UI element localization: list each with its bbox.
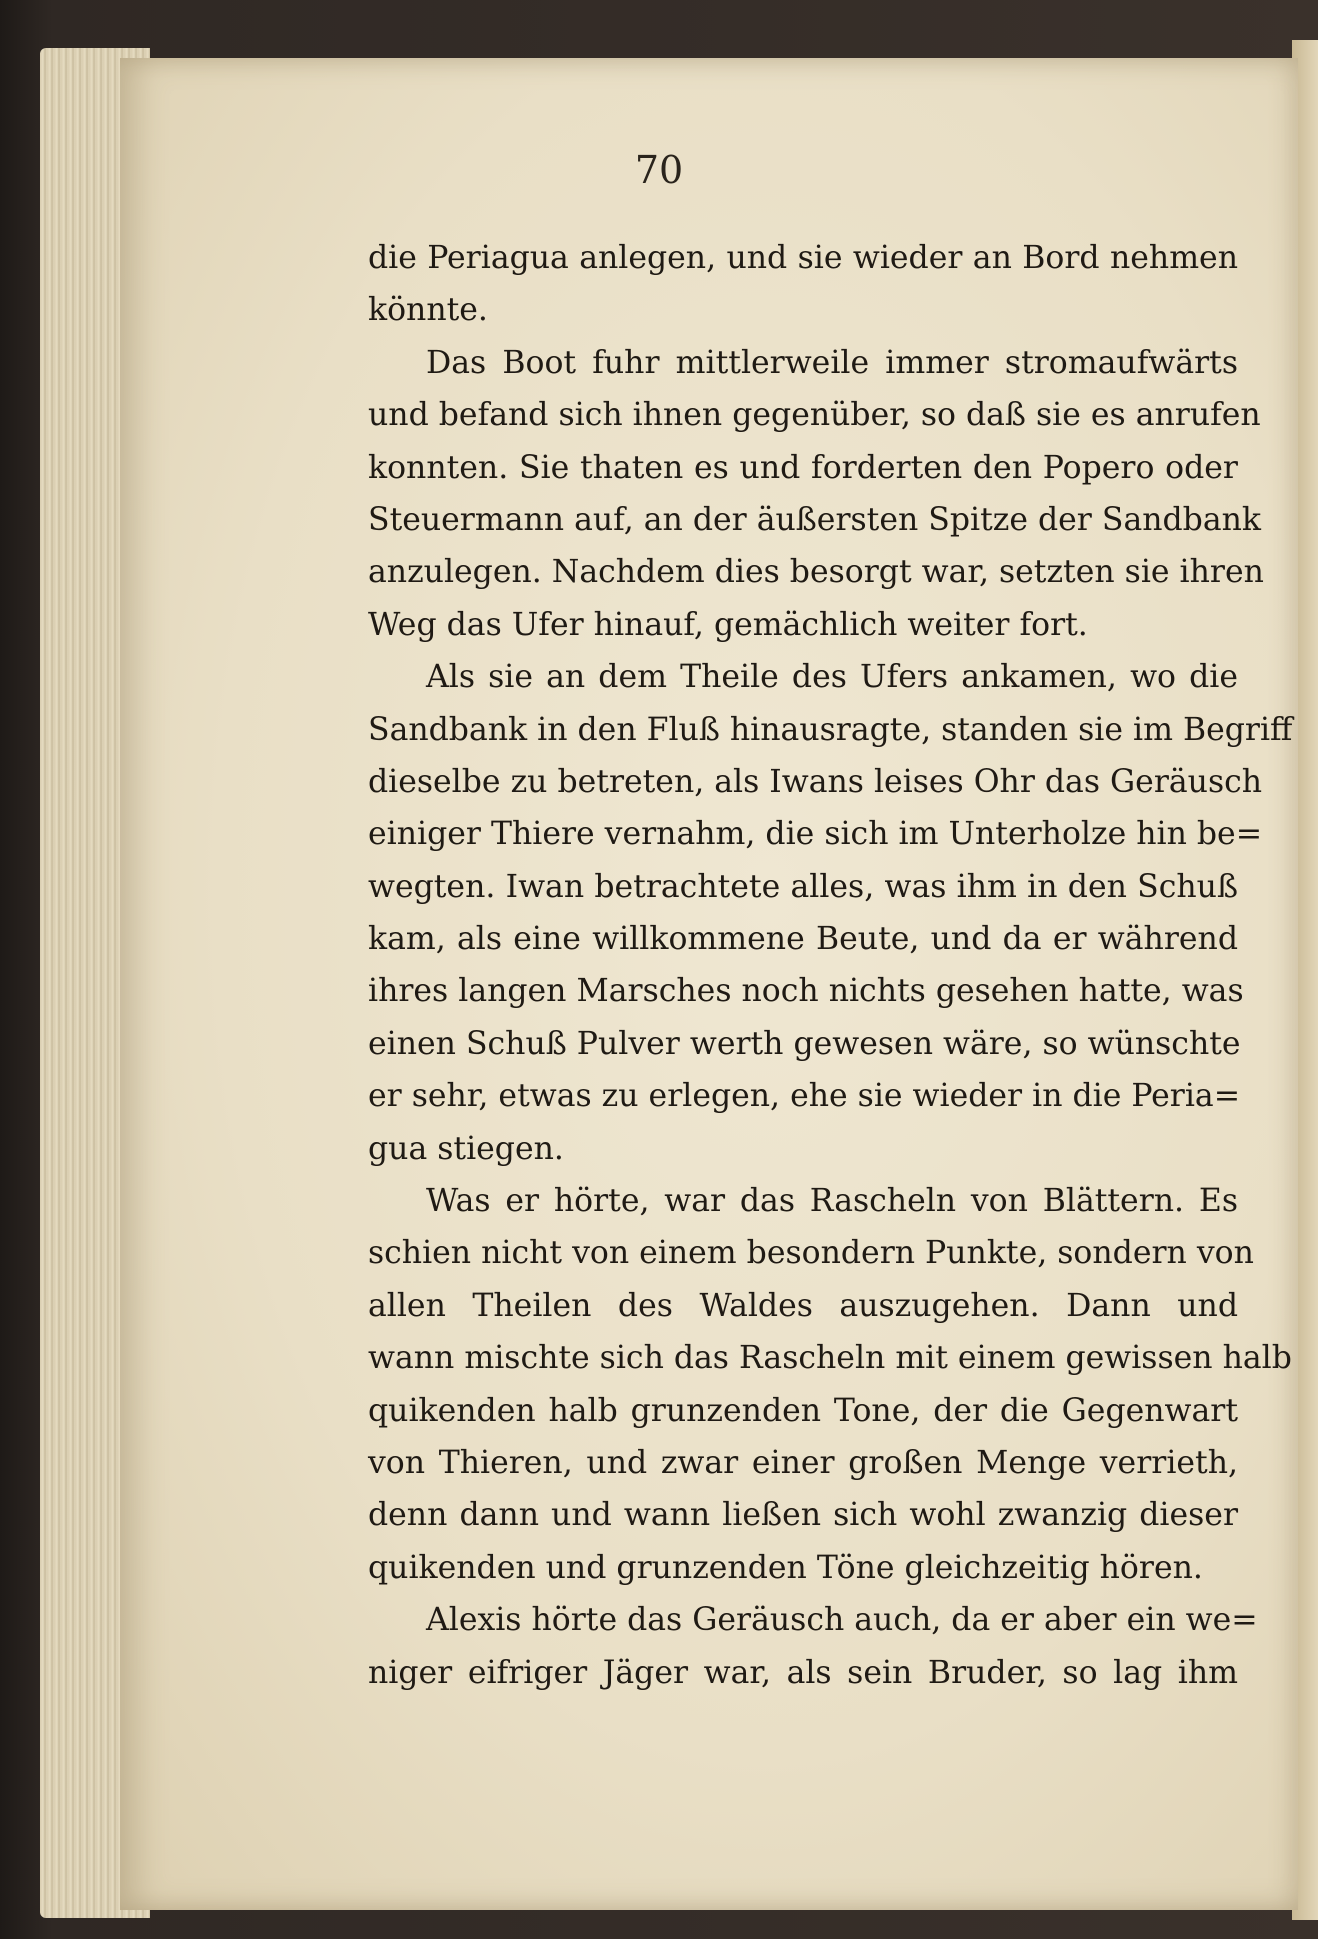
text-line: dieselbe zu betreten, als Iwans leises Ohr das Geräusch [368,763,1263,800]
text-line: quikenden halb grunzenden Tone, der die Gegenwart [368,1392,1238,1429]
text-line: wegten. Iwan betrachtete alles, was ihm in den Schuß [368,868,1238,905]
text-line: einiger Thiere vernahm, die sich im Unterholze hin be= [368,816,1263,853]
text-line: die Periagua anlegen, und sie wieder an Bord nehmen [368,240,1238,276]
text-line: denn dann und wann ließen sich wohl zwanzig dieser [368,1497,1238,1534]
text-line: einen Schuß Pulver werth gewesen wäre, so wünschte [368,1025,1241,1062]
text-line: er sehr, etwas zu erlegen, ehe sie wieder in die Peria= [368,1078,1241,1115]
text-line: Weg das Ufer hinauf, gemächlich weiter fort. [368,606,1088,643]
text-line: Als sie an dem Theile des Ufers ankamen, wo die [426,659,1238,696]
text-line: Sandbank in den Fluß hinausragte, standen sie im Begriff [368,711,1293,748]
text-line: quikenden und grunzenden Töne gleichzeitig hören. [368,1549,1203,1586]
body-text [368,232,1293,1699]
text-line: Das Boot fuhr mittlerweile immer stromaufwärts [426,344,1238,381]
text-line: gua stiegen. [368,1130,564,1167]
text-line: wann mischte sich das Rascheln mit einem gewissen halb [368,1340,1292,1377]
text-line: anzulegen. Nachdem dies besorgt war, setzten sie ihren [368,554,1264,591]
text-line: von Thieren, und zwar einer großen Menge verrieth, [368,1444,1238,1481]
text-line: Was er hörte, war das Rascheln von Blättern. Es [426,1183,1238,1220]
text-line: und befand sich ihnen gegenüber, so daß sie es anrufen [368,397,1261,434]
text-line: könnte. [368,292,488,329]
text-line: allen Theilen des Waldes auszugehen. Dann und [368,1287,1238,1324]
text-line: niger eifriger Jäger war, als sein Bruder, so lag ihm [368,1654,1238,1691]
text-line: schien nicht von einem besondern Punkte, sondern von [368,1235,1254,1272]
text-line: ihres langen Marsches noch nichts gesehen hatte, was [368,973,1244,1010]
text-line: Steuermann auf, an der äußersten Spitze der Sandbank [368,501,1261,538]
text-line: Alexis hörte das Geräusch auch, da er aber ein we= [426,1602,1258,1639]
text-line: kam, als eine willkommene Beute, und da er während [368,921,1238,958]
page-number: 70 [634,148,684,192]
text-line: konnten. Sie thaten es und forderten den Popero oder [368,449,1238,486]
